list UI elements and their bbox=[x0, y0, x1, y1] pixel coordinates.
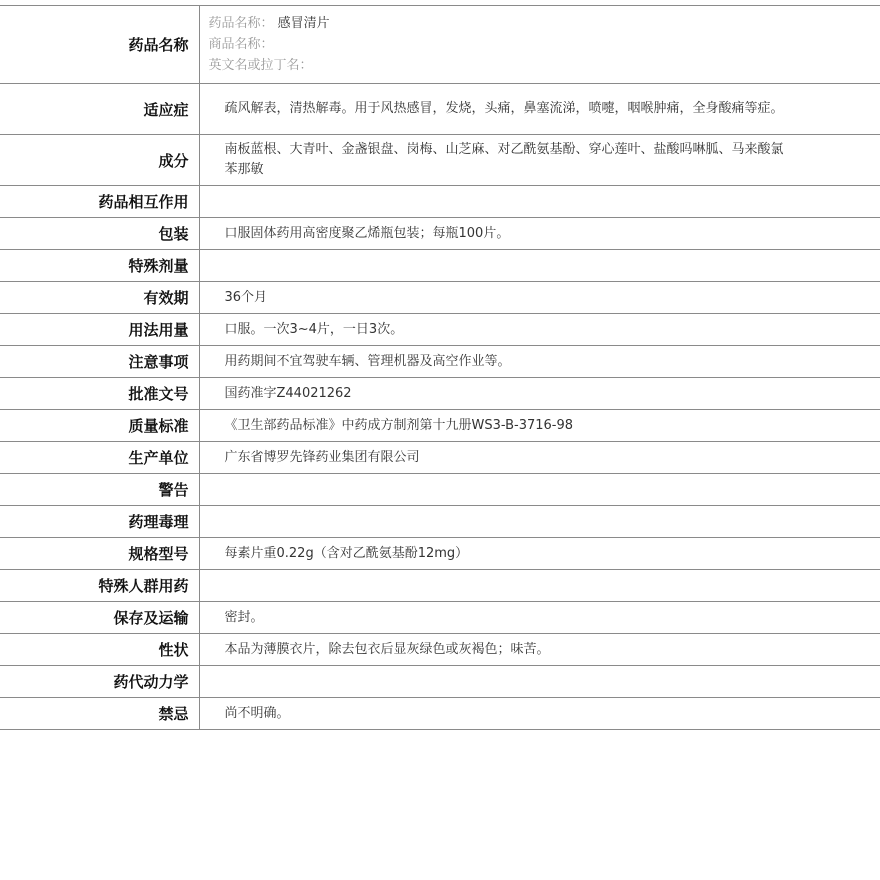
english-name-line bbox=[209, 55, 880, 76]
precautions-label: 注意事项 bbox=[0, 346, 199, 378]
generic-name-value: 感冒清片 bbox=[277, 16, 330, 31]
dosage-value: 口服。一次3~4片，一日3次。 bbox=[199, 314, 880, 346]
ingredients-row bbox=[0, 135, 880, 186]
indications-label: 适应症 bbox=[0, 84, 199, 135]
manufacturer-row bbox=[0, 442, 880, 474]
packaging-label: 包装 bbox=[0, 218, 199, 250]
interactions-value bbox=[199, 186, 880, 218]
special-population-value bbox=[199, 570, 880, 602]
pharmacology-label: 药理毒理 bbox=[0, 506, 199, 538]
quality-standard-label: 质量标准 bbox=[0, 410, 199, 442]
description-value: 本品为薄膜衣片，除去包衣后显灰绿色或灰褐色；味苦。 bbox=[199, 634, 880, 666]
quality-standard-value: 《卫生部药品标准》中药成方制剂第十九册WS3-B-3716-98 bbox=[199, 410, 880, 442]
pharmacokinetics-row bbox=[0, 666, 880, 698]
trade-name-key: 商品名称： bbox=[208, 37, 274, 52]
shelf-life-row bbox=[0, 282, 880, 314]
trade-name-line bbox=[209, 34, 880, 55]
warning-row bbox=[0, 474, 880, 506]
storage-value: 密封。 bbox=[199, 602, 880, 634]
warning-label: 警告 bbox=[0, 474, 199, 506]
storage-label: 保存及运输 bbox=[0, 602, 199, 634]
precautions-value: 用药期间不宜驾驶车辆、管理机器及高空作业等。 bbox=[199, 346, 880, 378]
ingredients-label: 成分 bbox=[0, 135, 199, 186]
special-dosage-value bbox=[199, 250, 880, 282]
pharmacokinetics-value bbox=[199, 666, 880, 698]
dosage-row bbox=[0, 314, 880, 346]
warning-value bbox=[199, 474, 880, 506]
pharmacology-value bbox=[199, 506, 880, 538]
quality-standard-row bbox=[0, 410, 880, 442]
special-dosage-row bbox=[0, 250, 880, 282]
indications-value: 疏风解表，清热解毒。用于风热感冒，发烧，头痛，鼻塞流涕，喷嚏，咽喉肿痛，全身酸痛等症。 bbox=[199, 84, 880, 135]
shelf-life-value: 36个月 bbox=[199, 282, 880, 314]
packaging-row bbox=[0, 218, 880, 250]
approval-number-label: 批准文号 bbox=[0, 378, 199, 410]
specification-row bbox=[0, 538, 880, 570]
approval-number-value: 国药准字Z44021262 bbox=[199, 378, 880, 410]
generic-name-key: 药品名称： bbox=[208, 16, 274, 31]
dosage-label: 用法用量 bbox=[0, 314, 199, 346]
generic-name-line bbox=[209, 13, 880, 34]
drug-name-row bbox=[0, 6, 880, 84]
indications-row bbox=[0, 84, 880, 135]
contraindications-row bbox=[0, 698, 880, 730]
special-dosage-label: 特殊剂量 bbox=[0, 250, 199, 282]
interactions-label: 药品相互作用 bbox=[0, 186, 199, 218]
special-population-row bbox=[0, 570, 880, 602]
special-population-label: 特殊人群用药 bbox=[0, 570, 199, 602]
pharmacokinetics-label: 药代动力学 bbox=[0, 666, 199, 698]
pharmacology-row bbox=[0, 506, 880, 538]
contraindications-label: 禁忌 bbox=[0, 698, 199, 730]
interactions-row bbox=[0, 186, 880, 218]
contraindications-value: 尚不明确。 bbox=[199, 698, 880, 730]
specification-value: 每素片重0.22g（含对乙酰氨基酚12mg） bbox=[199, 538, 880, 570]
drug-name-label: 药品名称 bbox=[0, 6, 199, 84]
drug-info-table bbox=[0, 5, 880, 730]
description-label: 性状 bbox=[0, 634, 199, 666]
manufacturer-label: 生产单位 bbox=[0, 442, 199, 474]
precautions-row bbox=[0, 346, 880, 378]
storage-row bbox=[0, 602, 880, 634]
specification-label: 规格型号 bbox=[0, 538, 199, 570]
drug-name-values bbox=[199, 6, 880, 84]
ingredients-value: 南板蓝根、大青叶、金盏银盘、岗梅、山芝麻、对乙酰氨基酚、穿心莲叶、盐酸吗啉胍、马来酸氯苯那敏 bbox=[199, 135, 880, 186]
packaging-value: 口服固体药用高密度聚乙烯瓶包装；每瓶100片。 bbox=[199, 218, 880, 250]
approval-number-row bbox=[0, 378, 880, 410]
manufacturer-value: 广东省博罗先锋药业集团有限公司 bbox=[199, 442, 880, 474]
english-name-key: 英文名或拉丁名： bbox=[208, 58, 313, 73]
shelf-life-label: 有效期 bbox=[0, 282, 199, 314]
description-row bbox=[0, 634, 880, 666]
